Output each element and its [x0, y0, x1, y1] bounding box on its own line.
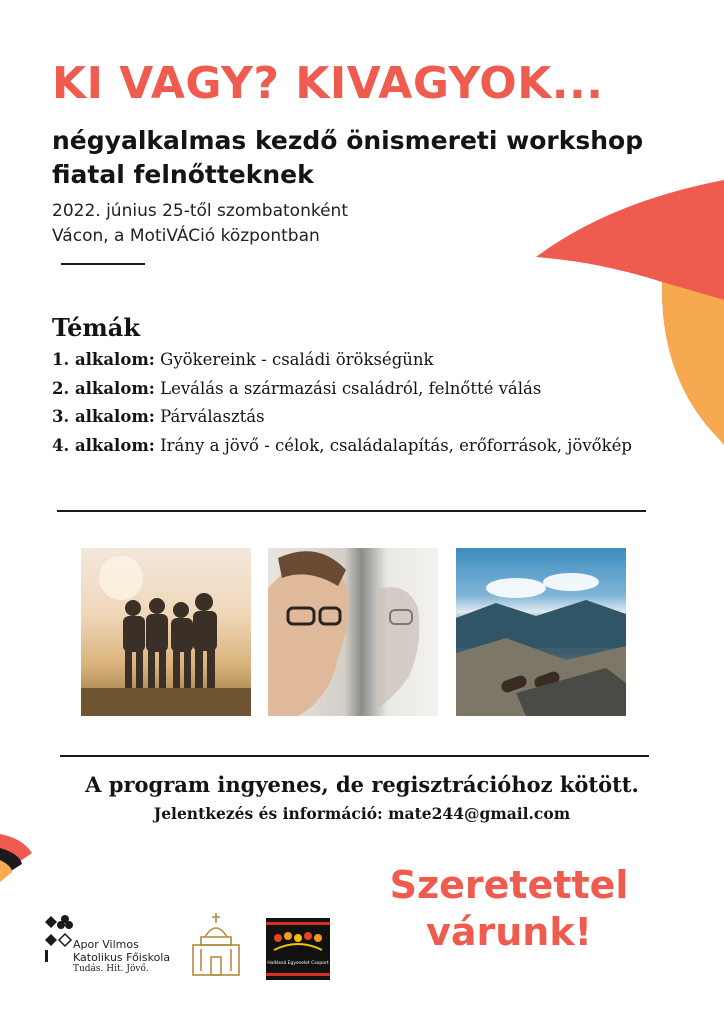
topics-heading: Témák: [52, 313, 140, 342]
mountain-landscape-icon: [456, 548, 626, 716]
apor-motto: Tudás. Hit. Jövő.: [73, 964, 149, 974]
topic-label: 3. alkalom:: [52, 407, 155, 426]
event-details: [52, 199, 348, 249]
friends-silhouette-icon: [81, 548, 251, 716]
divider-top: [57, 510, 646, 512]
topic-text: Irány a jövő - célok, családalapítás, erőforrások, jövőkép: [160, 435, 632, 455]
group-of-friends-sunset-photo: [81, 548, 251, 716]
topic-text: Párválasztás: [160, 407, 265, 426]
topic-item-3: [52, 403, 632, 432]
topic-label: 2. alkalom:: [52, 378, 155, 398]
topic-label: 1. alkalom:: [52, 350, 155, 369]
apor-name-line-2: Katolikus Főiskola: [73, 951, 171, 964]
mountain-view-feet-photo: [456, 548, 626, 716]
welcome-text: [380, 862, 638, 956]
page-title: KI VAGY? KIVAGYOK...: [52, 58, 604, 109]
young-man-window-reflection-photo: [268, 548, 438, 716]
topic-item-4: [52, 432, 632, 461]
welcome-line-1: Szeretettel: [389, 863, 629, 907]
young-man-portrait-icon: [268, 548, 438, 716]
divider-bottom: [60, 755, 649, 757]
subtitle: [52, 124, 692, 192]
badge-text: Hallássá Egyeselet Csoport: [267, 961, 329, 966]
short-divider: [61, 263, 145, 265]
apor-name-line-1: Apor Vilmos: [73, 938, 139, 951]
topic-item-1: [52, 346, 632, 375]
welcome-line-2: várunk!: [426, 910, 592, 954]
topic-text: Leválás a származási családról, felnőtté válás: [160, 378, 542, 398]
topic-label: 4. alkalom:: [52, 435, 155, 455]
topic-text: Gyökereink - családi örökségünk: [160, 350, 434, 369]
location-line: Vácon, a MotiVÁCió központban: [52, 226, 320, 246]
apor-vilmos-name: [73, 938, 170, 964]
date-line: 2022. június 25-től szombatonként: [52, 201, 348, 221]
subtitle-line-1: négyalkalmas kezdő önismereti workshop: [52, 126, 644, 155]
contact-info: Jelentkezés és információ: mate244@gmail.com: [153, 804, 571, 823]
people-icon: [272, 930, 324, 954]
church-building-logo-icon: [187, 911, 245, 981]
free-program-text: A program ingyenes, de regisztrációhoz kötött.: [85, 772, 639, 797]
topics-list: [52, 346, 632, 460]
topic-item-2: [52, 375, 632, 404]
subtitle-line-2: fiatal felnőtteknek: [52, 160, 314, 189]
community-group-logo: [266, 918, 330, 980]
